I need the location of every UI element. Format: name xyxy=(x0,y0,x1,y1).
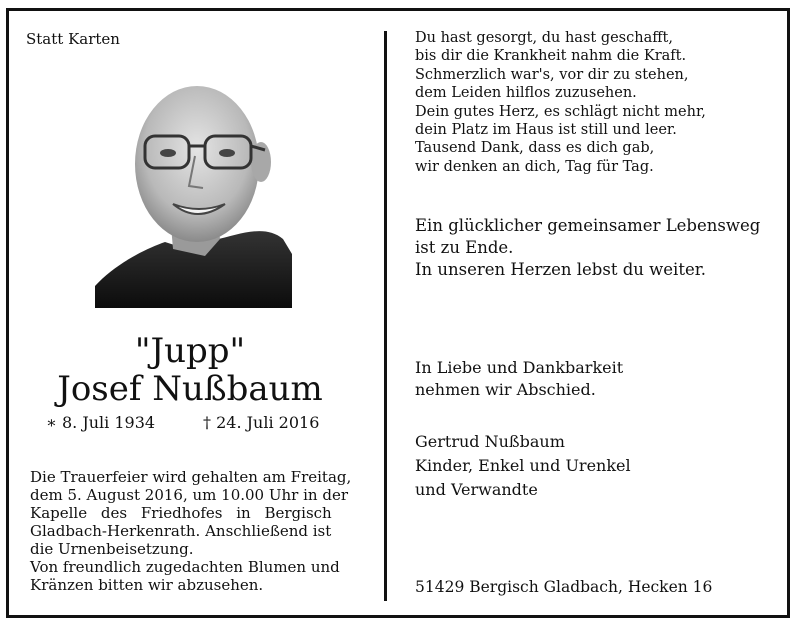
farewell xyxy=(415,357,623,401)
death-date xyxy=(203,413,319,432)
death-date-text: † 24. Juli 2016 xyxy=(203,413,320,432)
portrait-photo xyxy=(95,64,292,308)
address: 51429 Bergisch Gladbach, Hecken 16 xyxy=(415,578,713,596)
ceremony-line: die Urnenbeisetzung. xyxy=(30,540,194,558)
birth-date-text: ∗ 8. Juli 1934 xyxy=(46,413,156,432)
family-names xyxy=(415,430,631,502)
ceremony-line: dem 5. August 2016, um 10.00 Uhr in der xyxy=(30,486,348,504)
poem-line: dem Leiden hilflos zuzusehen. xyxy=(415,85,637,102)
poem-line: dein Platz im Haus ist still und leer. xyxy=(415,122,677,139)
farewell-line: In Liebe und Dankbarkeit xyxy=(415,358,624,377)
poem-line: bis dir die Krankheit nahm die Kraft. xyxy=(415,48,687,65)
full-name: Josef Nußbaum xyxy=(57,369,323,409)
poem-line: Dein gutes Herz, es schlägt nicht mehr, xyxy=(415,103,706,120)
family-line: Gertrud Nußbaum xyxy=(415,432,565,451)
ceremony-line: Die Trauerfeier wird gehalten am Freitag, xyxy=(30,468,352,486)
quote-line: Ein glücklicher gemeinsamer Lebensweg xyxy=(415,216,761,235)
quote-line: In unseren Herzen lebst du weiter. xyxy=(415,260,707,279)
life-path-quote xyxy=(415,215,760,281)
birth-date xyxy=(46,413,155,432)
ceremony-line: Von freundlich zugedachten Blumen und xyxy=(30,558,340,576)
ceremony-line: Kapelle des Friedhofes in Bergisch xyxy=(30,504,332,522)
poem-line: Tausend Dank, dass es dich gab, xyxy=(415,140,655,157)
family-line: Kinder, Enkel und Urenkel xyxy=(415,456,631,475)
quote-line: ist zu Ende. xyxy=(415,238,514,257)
ceremony-text xyxy=(30,468,354,594)
poem-line: Du hast gesorgt, du hast geschafft, xyxy=(415,30,673,46)
poem xyxy=(415,29,706,176)
poem-line: wir denken an dich, Tag für Tag. xyxy=(415,158,654,175)
portrait-image xyxy=(95,64,292,308)
family-line: und Verwandte xyxy=(415,480,538,499)
farewell-line: nehmen wir Abschied. xyxy=(415,380,596,399)
column-divider xyxy=(384,31,387,601)
poem-line: Schmerzlich war's, vor dir zu stehen, xyxy=(415,66,689,83)
ceremony-line: Kränzen bitten wir abzusehen. xyxy=(30,576,264,594)
header-statt-karten: Statt Karten xyxy=(26,30,120,48)
ceremony-line: Gladbach-Herkenrath. Anschließend ist xyxy=(30,522,332,540)
nickname: "Jupp" xyxy=(134,331,246,371)
